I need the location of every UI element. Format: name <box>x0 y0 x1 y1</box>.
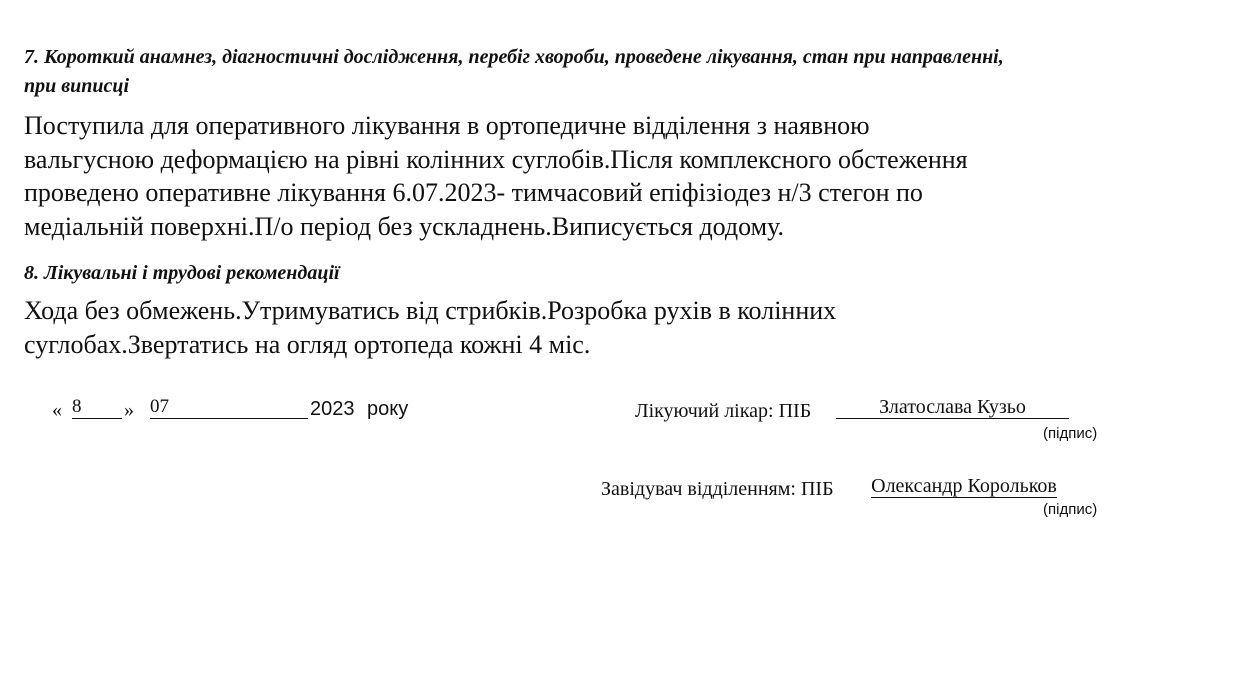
date-month-value: 07 <box>150 396 169 417</box>
section-7-body <box>24 109 968 243</box>
date-day-field <box>72 396 122 419</box>
date-open-quote: « <box>52 399 62 421</box>
section-8-line: Хода без обмежень.Утримуватись від стрибків.Розробка рухів в колінних <box>24 296 837 325</box>
attending-doctor-label: Лікуючий лікар: ПІБ <box>635 400 812 422</box>
section-7-line: Поступила для оперативного лікування в ортопедичне відділення з наявною <box>24 111 870 140</box>
date-month-field <box>150 396 308 419</box>
date-close-quote: » <box>124 399 134 421</box>
attending-doctor-name: Златослава Кузьо <box>836 396 1069 419</box>
section-7-line: медіальній поверхні.П/о період без ускладнень.Виписується додому. <box>24 211 785 241</box>
date-year: 2023 <box>310 398 355 420</box>
department-head-label: Завідувач відділенням: ПІБ <box>601 478 834 500</box>
section-7-heading: 7. Короткий анамнез, діагностичні дослідження, перебіг хвороби, проведене лікування, стан при направленні, при виписці <box>24 46 1004 97</box>
section-7-line: вальгусною деформацією на рівні колінних суглобів.Після комплексного обстеження <box>24 144 968 174</box>
attending-doctor-signature-caption: (підпис) <box>1043 425 1098 442</box>
department-head-name: Олександр Корольков <box>871 475 1057 497</box>
date-year-suffix: року <box>367 398 409 420</box>
section-8-body <box>24 294 836 361</box>
date-day-value: 8 <box>72 396 82 417</box>
section-7-line: проведено оперативне лікування 6.07.2023- тимчасовий епіфізіодез н/3 стегон по <box>24 178 923 207</box>
section-8-line: суглобах.Звертатись на огляд ортопеда кожні 4 міс. <box>24 329 591 359</box>
section-8-heading: 8. Лікувальні і трудові рекомендації <box>24 262 340 284</box>
department-head-signature-caption: (підпис) <box>1043 501 1098 518</box>
